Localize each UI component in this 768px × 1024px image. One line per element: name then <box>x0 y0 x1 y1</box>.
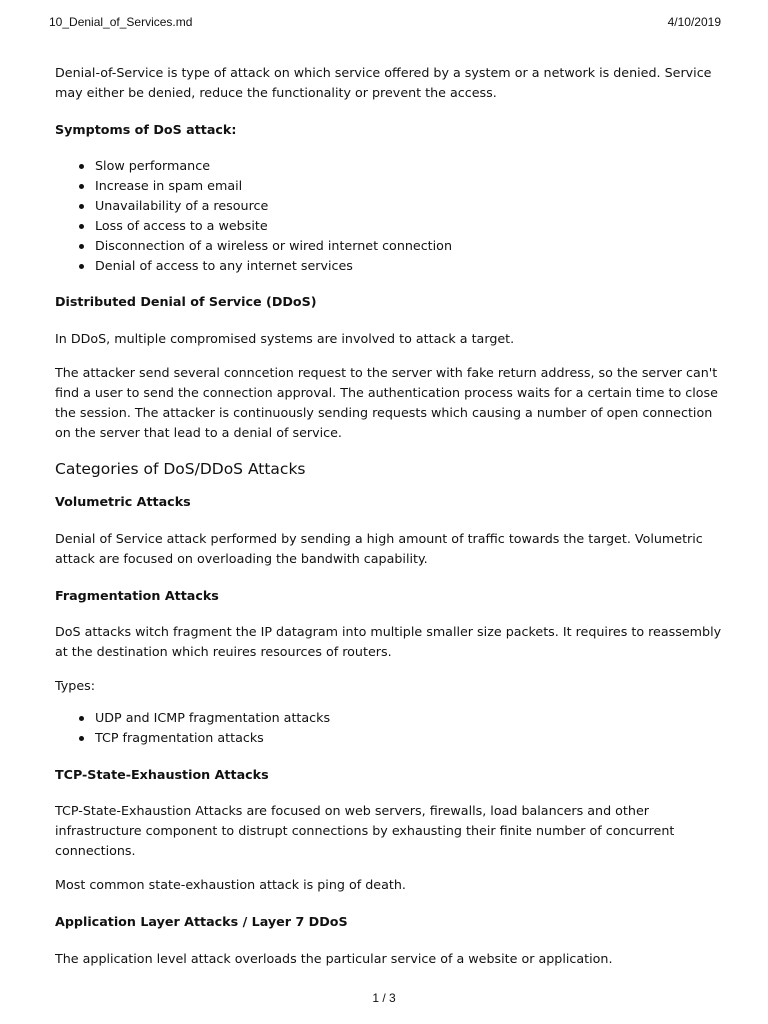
fragmentation-paragraph: DoS attacks witch fragment the IP datagram into multiple smaller size packets. It requires to reassembly at the destination which reuires resources of routers. <box>55 624 722 659</box>
document-body <box>55 63 723 969</box>
list-item: UDP and ICMP fragmentation attacks <box>95 708 723 728</box>
list-item: Increase in spam email <box>95 176 723 196</box>
list-item: Slow performance <box>95 156 723 176</box>
fragmentation-heading: Fragmentation Attacks <box>55 588 219 603</box>
ddos-paragraph-1: In DDoS, multiple compromised systems are involved to attack a target. <box>55 331 515 346</box>
document-filename: 10_Denial_of_Services.md <box>49 15 193 29</box>
list-item: Disconnection of a wireless or wired internet connection <box>95 236 723 256</box>
ddos-paragraph-2: The attacker send several conncetion request to the server with fake return address, so the server can't find a user to send the connection approval. The authentication process waits for a certain time to close the session. The attacker is continuously sending requests which causing a number of open connection on the server that lead to a denial of service. <box>55 365 718 440</box>
list-item: Unavailability of a resource <box>95 196 723 216</box>
tcp-paragraph-1: TCP-State-Exhaustion Attacks are focused on web servers, firewalls, load balancers and other infrastructure component to distrupt connections by exhausting their finite number of concurrent connections. <box>55 803 675 858</box>
volumetric-paragraph: Denial of Service attack performed by sending a high amount of traffic towards the target. Volumetric attack are focused on overloading the bandwith capability. <box>55 531 703 566</box>
symptoms-heading: Symptoms of DoS attack: <box>55 122 237 137</box>
categories-heading: Categories of DoS/DDoS Attacks <box>55 460 306 478</box>
types-list <box>55 708 723 748</box>
application-heading: Application Layer Attacks / Layer 7 DDoS <box>55 914 348 929</box>
print-date: 4/10/2019 <box>667 15 721 29</box>
list-item: Denial of access to any internet services <box>95 256 723 276</box>
symptoms-list <box>55 156 723 276</box>
tcp-heading: TCP-State-Exhaustion Attacks <box>55 767 269 782</box>
application-paragraph: The application level attack overloads the particular service of a website or application. <box>55 951 613 966</box>
intro-paragraph: Denial-of-Service is type of attack on which service offered by a system or a network is denied. Service may either be denied, reduce the functionality or prevent the access. <box>55 65 712 100</box>
list-item: TCP fragmentation attacks <box>95 728 723 748</box>
volumetric-heading: Volumetric Attacks <box>55 494 191 509</box>
ddos-heading: Distributed Denial of Service (DDoS) <box>55 294 317 309</box>
list-item: Loss of access to a website <box>95 216 723 236</box>
types-label: Types: <box>55 678 96 693</box>
page-number: 1 / 3 <box>372 991 396 1005</box>
tcp-paragraph-2: Most common state-exhaustion attack is ping of death. <box>55 877 406 892</box>
